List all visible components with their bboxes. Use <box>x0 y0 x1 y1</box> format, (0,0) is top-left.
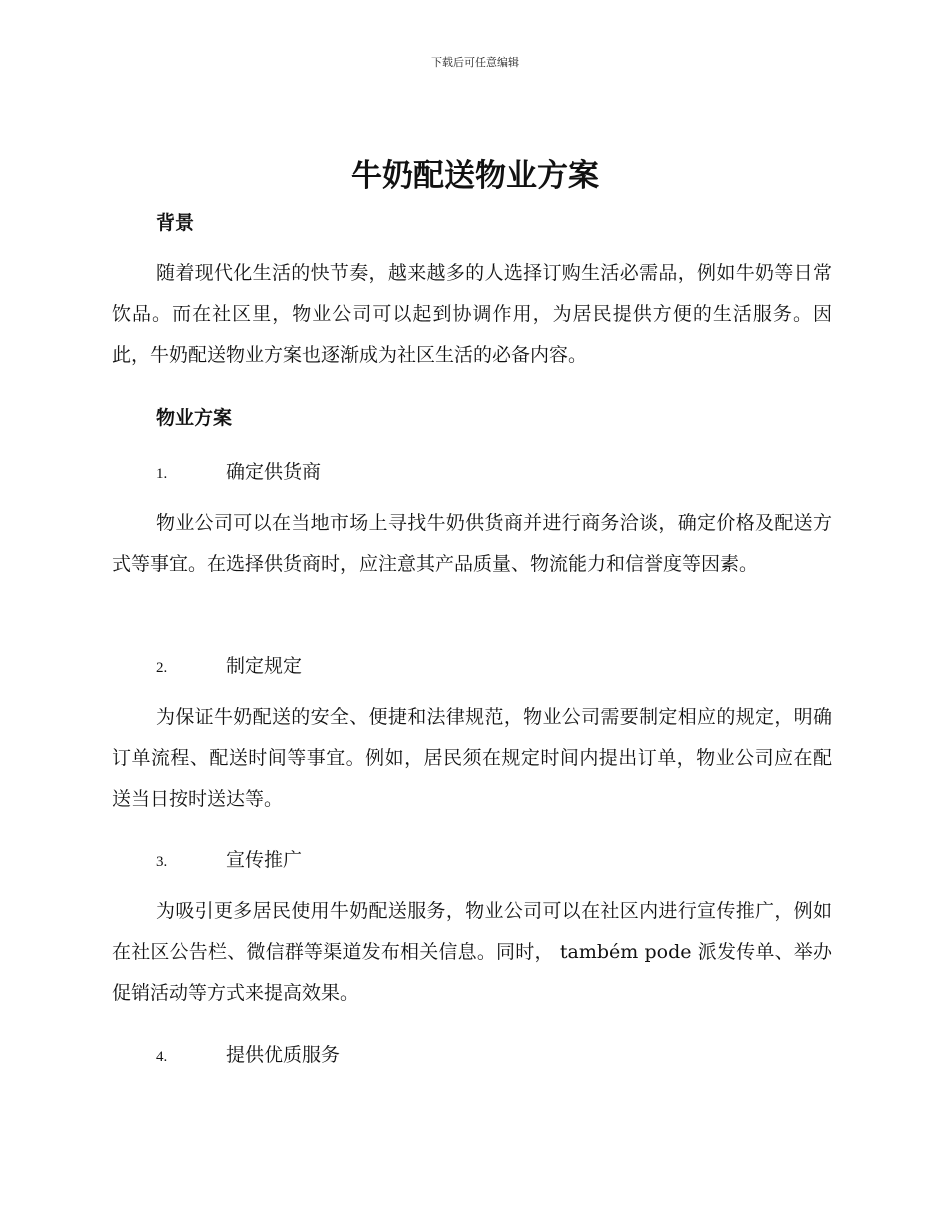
list-item-1-paragraph: 物业公司可以在当地市场上寻找牛奶供货商并进行商务洽谈，确定价格及配送方式等事宜。在选择供货商时，应注意其产品质量、物流能力和信誉度等因素。 <box>112 512 832 575</box>
background-paragraph: 随着现代化生活的快节奏，越来越多的人选择订购生活必需品，例如牛奶等日常饮品。而在社区里，物业公司可以起到协调作用，为居民提供方便的生活服务。因此，牛奶配送物业方案也逐渐成为社区生活的必备内容。 <box>112 262 832 366</box>
list-item-title: 制定规定 <box>226 655 303 677</box>
list-item-2-paragraph: 为保证牛奶配送的安全、便捷和法律规范，物业公司需要制定相应的规定，明确订单流程、配送时间等事宜。例如，居民须在规定时间内提出订单，物业公司应在配送当日按时送达等。 <box>112 706 832 810</box>
list-item-3 <box>156 845 302 872</box>
list-item-number: 1. <box>156 466 168 482</box>
document-title: 牛奶配送物业方案 <box>351 158 599 194</box>
list-item-4 <box>156 1040 340 1067</box>
list-item-title: 提供优质服务 <box>226 1044 341 1066</box>
page-header-note: 下载后可任意编辑 <box>431 56 519 69</box>
list-item-3-paragraph: 为吸引更多居民使用牛奶配送服务，物业公司可以在社区内进行宣传推广，例如在社区公告栏、微信群等渠道发布相关信息。同时， também pode 派发传单、举办促销活动等方式来提高效果。 <box>112 900 832 1004</box>
list-item-number: 3. <box>156 854 168 870</box>
list-item-2 <box>156 651 302 678</box>
list-item-number: 2. <box>156 660 168 676</box>
list-item-1 <box>156 457 321 484</box>
section-heading-background: 背景 <box>156 212 195 234</box>
list-item-number: 4. <box>156 1049 168 1065</box>
list-item-title: 确定供货商 <box>226 461 322 483</box>
section-heading-plan: 物业方案 <box>156 407 233 429</box>
list-item-title: 宣传推广 <box>226 849 303 871</box>
